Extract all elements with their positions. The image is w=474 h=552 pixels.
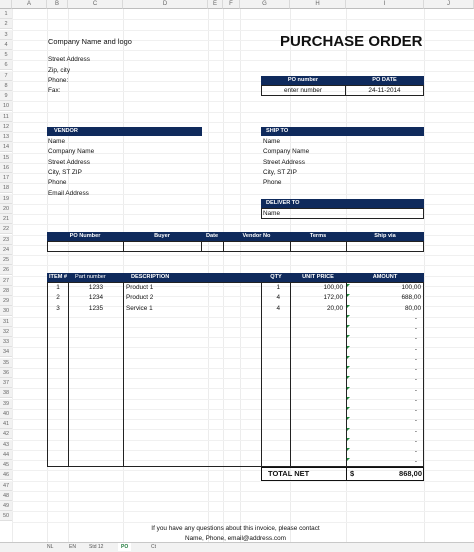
row-header-17[interactable]: 17 — [0, 173, 12, 183]
grid-line-horizontal — [12, 112, 474, 113]
page-title: PURCHASE ORDER — [280, 33, 423, 50]
sheet-tab-nl[interactable]: NL — [47, 544, 54, 550]
info-divider — [346, 241, 347, 252]
row-header-9[interactable]: 9 — [0, 91, 12, 101]
formula-indicator-icon — [347, 376, 350, 379]
formula-indicator-icon — [347, 335, 350, 338]
grid-line-horizontal — [12, 183, 474, 184]
formula-indicator-icon — [347, 305, 350, 308]
grid-line-horizontal — [12, 265, 474, 266]
formula-indicator-icon — [347, 346, 350, 349]
item-desc-cell[interactable]: Product 2 — [126, 294, 154, 302]
column-header-j[interactable]: J — [424, 0, 474, 9]
deliver-to-value[interactable]: Name — [263, 210, 281, 217]
grid-line-horizontal — [12, 122, 474, 123]
item-amount-empty[interactable]: - — [414, 407, 417, 414]
column-header-i[interactable]: I — [346, 0, 424, 9]
items-header-item: ITEM # — [49, 274, 68, 280]
item-item-cell[interactable]: 1 — [56, 284, 60, 291]
row-header-13[interactable]: 13 — [0, 132, 12, 142]
row-header-12[interactable]: 12 — [0, 122, 12, 132]
grid-line-horizontal — [12, 491, 474, 492]
item-amount-cell[interactable]: 688,00 — [401, 294, 421, 302]
row-header-24[interactable]: 24 — [0, 245, 12, 255]
row-header-25[interactable]: 25 — [0, 255, 12, 265]
sheet-tab-en[interactable]: EN — [69, 544, 76, 550]
grid-line-horizontal — [12, 19, 474, 20]
row-header-22[interactable]: 22 — [0, 224, 12, 234]
sheet-tab-ct[interactable]: Ct — [151, 544, 156, 550]
row-header-10[interactable]: 10 — [0, 101, 12, 111]
item-amount-empty[interactable]: - — [414, 448, 417, 455]
formula-indicator-icon — [347, 284, 350, 287]
info-header-date: Date — [205, 233, 219, 239]
row-header-23[interactable]: 23 — [0, 235, 12, 245]
info-header-po-number: PO Number — [69, 233, 101, 239]
row-header-1[interactable]: 1 — [0, 9, 12, 19]
row-header-4[interactable]: 4 — [0, 40, 12, 50]
column-header-h[interactable]: H — [290, 0, 346, 9]
vendor-line[interactable]: Name — [48, 138, 66, 145]
row-header-50[interactable]: 50 — [0, 511, 12, 521]
row-header-41[interactable]: 41 — [0, 419, 12, 429]
column-header-f[interactable]: F — [223, 0, 240, 9]
vendor-label: VENDOR — [54, 128, 78, 134]
item-amount-empty[interactable]: - — [414, 396, 417, 404]
company-street: Street Address — [48, 56, 90, 63]
item-unit-cell[interactable]: 172,00 — [323, 294, 343, 302]
vendor-line[interactable]: Company Name — [48, 148, 95, 156]
info-divider — [201, 241, 202, 252]
po-date-field[interactable]: 24-11-2014 — [368, 87, 401, 94]
column-header-d[interactable]: D — [123, 0, 208, 9]
row-header-6[interactable]: 6 — [0, 60, 12, 70]
formula-indicator-icon — [347, 315, 350, 318]
item-amount-empty[interactable]: - — [414, 427, 417, 435]
vendor-line[interactable]: Phone — [48, 179, 67, 187]
deliver-to-box — [261, 208, 424, 219]
formula-indicator-icon — [347, 356, 350, 359]
item-qty-cell[interactable]: 4 — [276, 304, 280, 312]
ship-to-line[interactable]: City, ST ZIP — [263, 168, 297, 176]
item-qty-cell[interactable]: 4 — [276, 294, 280, 302]
column-header-c[interactable]: C — [68, 0, 123, 9]
row-header-38[interactable]: 38 — [0, 388, 12, 398]
row-header-42[interactable]: 42 — [0, 429, 12, 439]
total-divider — [346, 467, 347, 481]
grid-line-horizontal — [12, 522, 474, 523]
vendor-line[interactable]: Street Address — [48, 158, 90, 166]
row-header-32[interactable]: 32 — [0, 327, 12, 337]
select-all-corner[interactable] — [0, 0, 12, 9]
item-item-cell[interactable]: 2 — [56, 294, 60, 302]
row-header-7[interactable]: 7 — [0, 71, 12, 81]
items-header-description: DESCRIPTION — [131, 274, 170, 280]
item-amount-empty[interactable]: - — [414, 376, 417, 384]
po-number-label: PO number — [287, 77, 319, 83]
item-desc-cell[interactable]: Service 1 — [126, 304, 153, 312]
item-part-cell[interactable]: 1234 — [88, 294, 104, 302]
ship-to-label: SHIP TO — [266, 128, 289, 134]
items-col-divider — [123, 282, 124, 467]
ship-to-line[interactable]: Phone — [263, 179, 282, 187]
total-label: TOTAL NET — [268, 469, 310, 478]
sheet-tab-std-12[interactable]: Std 12 — [89, 544, 104, 550]
ship-to-line[interactable]: Name — [263, 138, 281, 145]
row-header-28[interactable]: 28 — [0, 286, 12, 296]
row-header-48[interactable]: 48 — [0, 491, 12, 501]
row-header-11[interactable]: 11 — [0, 112, 12, 122]
item-qty-cell[interactable]: 1 — [276, 284, 280, 291]
row-header-26[interactable]: 26 — [0, 265, 12, 275]
row-header-15[interactable]: 15 — [0, 153, 12, 163]
item-amount-empty[interactable]: - — [414, 417, 417, 425]
info-value-row[interactable] — [47, 241, 424, 252]
row-header-37[interactable]: 37 — [0, 378, 12, 388]
item-amount-empty[interactable]: - — [414, 335, 417, 343]
item-unit-cell[interactable]: 20,00 — [327, 304, 343, 312]
item-amount-cell[interactable]: 100,00 — [401, 284, 421, 291]
footer-line-1: If you have any questions about this invoice, please contact — [151, 525, 320, 532]
info-divider — [223, 241, 224, 252]
row-header-47[interactable]: 47 — [0, 481, 12, 491]
total-currency: $ — [350, 469, 355, 478]
row-header-18[interactable]: 18 — [0, 183, 12, 193]
item-amount-empty[interactable]: - — [414, 325, 417, 332]
row-header-19[interactable]: 19 — [0, 194, 12, 204]
vendor-line[interactable]: Email Address — [48, 189, 89, 197]
formula-indicator-icon — [347, 397, 350, 400]
item-amount-empty[interactable]: - — [414, 314, 417, 322]
footer-line-2: Name, Phone, email@address.com — [185, 535, 286, 542]
row-header-43[interactable]: 43 — [0, 440, 12, 450]
item-amount-empty[interactable]: - — [414, 437, 417, 445]
formula-indicator-icon — [347, 428, 350, 431]
row-header-20[interactable]: 20 — [0, 204, 12, 214]
row-header-44[interactable]: 44 — [0, 450, 12, 460]
row-header-14[interactable]: 14 — [0, 142, 12, 152]
info-divider — [290, 241, 291, 252]
formula-indicator-icon — [347, 325, 350, 328]
row-header-45[interactable]: 45 — [0, 460, 12, 470]
column-header-g[interactable]: G — [240, 0, 290, 9]
row-header-5[interactable]: 5 — [0, 50, 12, 60]
company-zip-city: Zip, city — [48, 67, 71, 74]
company-phone: Phone: — [48, 77, 69, 84]
column-header-a[interactable]: A — [12, 0, 47, 9]
item-desc-cell[interactable]: Product 1 — [126, 284, 154, 291]
items-header-unit-price: UNIT PRICE — [302, 274, 334, 280]
row-header-39[interactable]: 39 — [0, 399, 12, 409]
formula-indicator-icon — [347, 417, 350, 420]
row-header-49[interactable]: 49 — [0, 501, 12, 511]
item-part-cell[interactable]: 1233 — [88, 284, 104, 291]
formula-indicator-icon — [347, 407, 350, 410]
grid-line-horizontal — [12, 501, 474, 502]
row-header-31[interactable]: 31 — [0, 317, 12, 327]
row-header-46[interactable]: 46 — [0, 470, 12, 480]
row-header-27[interactable]: 27 — [0, 276, 12, 286]
row-header-30[interactable]: 30 — [0, 306, 12, 316]
formula-indicator-icon — [347, 294, 350, 297]
item-part-cell[interactable]: 1235 — [88, 304, 104, 312]
info-header-terms: Terms — [309, 233, 327, 239]
deliver-to-label: DELIVER TO — [266, 200, 300, 206]
grid-line-horizontal — [12, 142, 474, 143]
info-header-ship-via: Ship via — [374, 233, 396, 239]
po-date-label: PO DATE — [372, 77, 397, 83]
item-item-cell[interactable]: 3 — [56, 304, 60, 312]
info-header-vendor-no: Vendor No — [242, 233, 271, 239]
total-value: 868,00 — [399, 469, 422, 478]
sheet-tab-po[interactable]: PO — [118, 543, 131, 551]
row-header-34[interactable]: 34 — [0, 347, 12, 357]
row-header-8[interactable]: 8 — [0, 81, 12, 91]
grid-line-horizontal — [12, 255, 474, 256]
po-number-field[interactable]: enter number — [283, 87, 322, 94]
grid-line-horizontal — [12, 101, 474, 102]
formula-indicator-icon — [347, 458, 350, 461]
items-header-amount: AMOUNT — [372, 274, 398, 280]
ship-to-line[interactable]: Street Address — [263, 158, 305, 166]
ship-to-line[interactable]: Company Name — [263, 148, 310, 156]
item-amount-empty[interactable]: - — [414, 355, 417, 363]
row-header-35[interactable]: 35 — [0, 358, 12, 368]
item-amount-empty[interactable]: - — [414, 386, 417, 394]
row-header-21[interactable]: 21 — [0, 214, 12, 224]
row-header-3[interactable]: 3 — [0, 30, 12, 40]
row-header-36[interactable]: 36 — [0, 368, 12, 378]
grid-line-horizontal — [12, 30, 474, 31]
row-header-29[interactable]: 29 — [0, 296, 12, 306]
column-header-b[interactable]: B — [47, 0, 68, 9]
info-divider — [123, 241, 124, 252]
item-amount-empty[interactable]: - — [414, 345, 417, 353]
formula-indicator-icon — [347, 438, 350, 441]
formula-indicator-icon — [347, 366, 350, 369]
row-header-40[interactable]: 40 — [0, 409, 12, 419]
item-amount-empty[interactable]: - — [414, 366, 417, 373]
formula-indicator-icon — [347, 387, 350, 390]
company-fax: Fax: — [48, 87, 61, 94]
column-header-e[interactable]: E — [208, 0, 223, 9]
items-header-qty: QTY — [270, 274, 282, 280]
item-amount-cell[interactable]: 80,00 — [405, 304, 421, 312]
item-unit-cell[interactable]: 100,00 — [323, 284, 343, 291]
company-name-logo: Company Name and logo — [48, 37, 132, 46]
grid-line-horizontal — [12, 511, 474, 512]
grid-line-horizontal — [12, 71, 474, 72]
row-header-33[interactable]: 33 — [0, 337, 12, 347]
grid-line-horizontal — [12, 224, 474, 225]
row-header-16[interactable]: 16 — [0, 163, 12, 173]
row-header-2[interactable]: 2 — [0, 19, 12, 29]
formula-indicator-icon — [347, 448, 350, 451]
vendor-line[interactable]: City, ST ZIP — [48, 168, 82, 176]
items-header-part: Part number — [75, 274, 106, 280]
info-header-buyer: Buyer — [154, 233, 170, 239]
item-amount-empty[interactable]: - — [414, 458, 417, 466]
